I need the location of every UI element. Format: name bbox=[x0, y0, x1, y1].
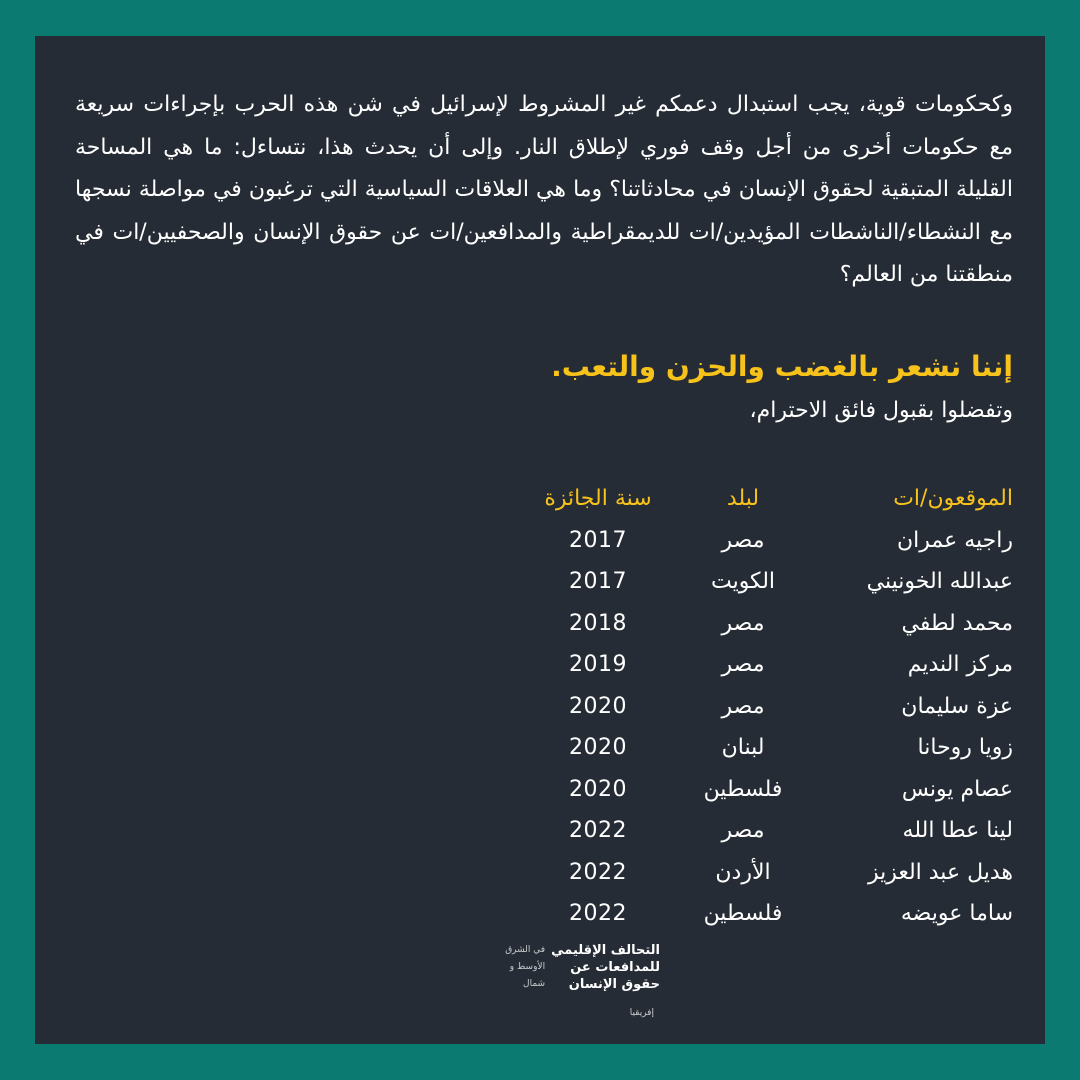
signer-name: مركز النديم bbox=[907, 652, 1013, 678]
signer-country: الكويت bbox=[710, 569, 776, 595]
signer-country: مصر bbox=[721, 652, 765, 678]
table-row bbox=[528, 727, 1013, 769]
table-row bbox=[528, 686, 1013, 728]
coalition-logo bbox=[505, 942, 660, 993]
signer-name: زويا روحانا bbox=[917, 735, 1013, 761]
signer-country: مصر bbox=[721, 610, 765, 636]
logo-line: للمدافعات عن bbox=[570, 960, 660, 975]
header-country: لبلد bbox=[726, 486, 760, 512]
signatories-table bbox=[528, 478, 1013, 935]
content-panel bbox=[35, 36, 1045, 1044]
signer-name: عبدالله الخونيني bbox=[866, 569, 1013, 595]
table-row bbox=[528, 603, 1013, 645]
signer-year: 2022 bbox=[569, 859, 627, 885]
signer-country: مصر bbox=[721, 818, 765, 844]
table-row bbox=[528, 810, 1013, 852]
signer-name: عصام يونس bbox=[901, 776, 1013, 802]
header-year: سنة الجائزة bbox=[544, 486, 652, 512]
table-row bbox=[528, 561, 1013, 603]
header-name: الموقعون/ات bbox=[893, 486, 1013, 512]
signer-name: هديل عبد العزيز bbox=[867, 859, 1013, 885]
signer-name: محمد لطفي bbox=[901, 610, 1013, 636]
signer-year: 2022 bbox=[569, 818, 627, 844]
table-row bbox=[528, 520, 1013, 562]
table-header-row bbox=[528, 478, 1013, 520]
signer-name: ساما عويضه bbox=[900, 901, 1013, 927]
body-paragraph: وكحكومات قوية، يجب استبدال دعمكم غير المشروط لإسرائيل في شن هذه الحرب بإجراءات سريعة مع حكومات أخرى من أجل وقف فوري لإطلاق النار. وإلى أن يحدث هذا، نتساءل: ما هي المساحة القليلة المتبقية لحقوق الإنسان في محادثاتنا؟ وما هي العلاقات السياسية التي ترغبون في مواصلة نسجها مع النشطاء/الناشطات المؤيدين/ات للديمقراطية والمدافعين/ات عن حقوق الإنسان والصحفيين/ات في منطقتنا من العالم؟ bbox=[75, 92, 1013, 287]
headline: إننا نشعر بالغضب والحزن والتعب. bbox=[551, 350, 1013, 383]
logo-line: التحالف الإقليمي bbox=[551, 943, 660, 958]
table-row bbox=[528, 644, 1013, 686]
logo-region-text bbox=[505, 942, 545, 993]
signer-country: مصر bbox=[721, 527, 765, 553]
table-row bbox=[528, 769, 1013, 811]
signer-name: لينا عطا الله bbox=[902, 818, 1013, 844]
logo-main-text bbox=[551, 942, 660, 993]
signer-country: فلسطين bbox=[703, 776, 783, 802]
table-row bbox=[528, 852, 1013, 894]
signer-year: 2020 bbox=[569, 735, 627, 761]
signer-country: الأردن bbox=[715, 859, 771, 885]
signer-name: عزة سليمان bbox=[901, 693, 1013, 719]
logo-region-line: شمال bbox=[523, 979, 546, 989]
signer-year: 2019 bbox=[569, 652, 627, 678]
signer-year: 2022 bbox=[569, 901, 627, 927]
signer-year: 2018 bbox=[569, 610, 627, 636]
table-row bbox=[528, 893, 1013, 935]
signer-country: لبنان bbox=[721, 735, 765, 761]
closing-line: وتفضلوا بقبول فائق الاحترام، bbox=[749, 398, 1013, 423]
logo-region-line: إفريقيا bbox=[629, 1008, 654, 1018]
logo-region-line: الأوسط و bbox=[509, 962, 546, 972]
signer-year: 2017 bbox=[569, 527, 627, 553]
signer-name: راجيه عمران bbox=[896, 527, 1013, 553]
signer-country: فلسطين bbox=[703, 901, 783, 927]
signer-year: 2020 bbox=[569, 776, 627, 802]
signer-year: 2017 bbox=[569, 569, 627, 595]
logo-line: حقوق الإنسان bbox=[568, 977, 660, 992]
logo-region-line: في الشرق bbox=[505, 945, 546, 955]
signer-country: مصر bbox=[721, 693, 765, 719]
signer-year: 2020 bbox=[569, 693, 627, 719]
